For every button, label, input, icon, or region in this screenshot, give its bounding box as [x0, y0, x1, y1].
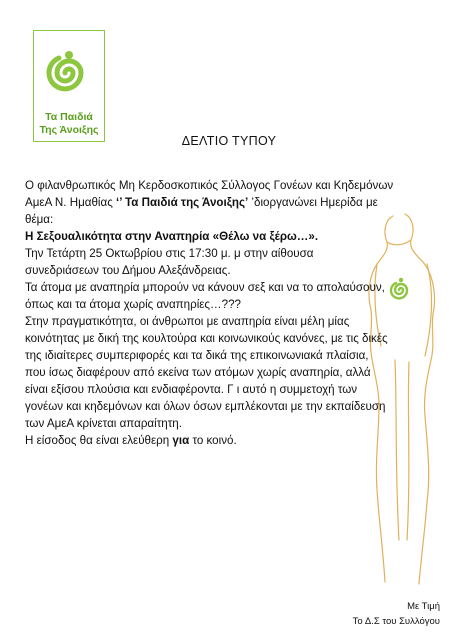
- event-venue: συνεδριάσεων του Δήμου Αλεξάνδρειας.: [25, 264, 231, 277]
- logo-text-line2: Της Άνοιξης: [39, 124, 99, 136]
- signoff-line2: Το Δ.Σ του Συλλόγου: [352, 616, 440, 627]
- body-text-segment: το κοινό.: [189, 434, 237, 447]
- body-line: γονέων και κηδεμόνων και όλων όσων εμπλέκονται με την εκπαίδευση: [25, 400, 386, 413]
- signoff-line1: Με Τιμή: [407, 601, 440, 612]
- spiral-icon: [46, 41, 92, 103]
- body-text-segment: ΑμεΑ Ν. Ημαθίας: [25, 196, 117, 209]
- organization-name: ‘’ Τα Παιδιά της Άνοιξης’: [116, 196, 249, 209]
- body-line: θέμα:: [25, 213, 54, 226]
- body-line: Στην πραγματικότητα, οι άνθρωποι με αναπηρία είναι μέλη μίας: [25, 315, 350, 328]
- body-line: Τα άτομα με αναπηρία μπορούν να κάνουν σεξ και να το απολαύσουν,: [25, 281, 385, 294]
- organization-logo: [33, 30, 105, 142]
- body-line: είναι εξίσου πλούσια και ενδιαφέροντα. Γ ι αυτό η συμμετοχή των: [25, 383, 358, 396]
- press-release-body: [25, 177, 440, 449]
- document-title: ΔΕΛΤΙΟ ΤΥΠΟΥ: [181, 134, 277, 148]
- body-text-segment: Η είσοδος θα είναι ελεύθερη: [25, 434, 173, 447]
- body-text-bold: για: [172, 434, 190, 447]
- logo-text-line1: Τα Παιδιά: [45, 111, 93, 123]
- body-line: των ΑμεΑ κρίνεται απαραίτητη.: [25, 417, 182, 430]
- body-text-segment: ’διοργανώνει Ημερίδα με: [248, 196, 378, 209]
- body-line: [25, 194, 440, 211]
- admission-note: [25, 432, 440, 449]
- body-line: Ο φιλανθρωπικός Μη Κερδοσκοπικός Σύλλογος Γονέων και Κηδεμόνων: [25, 179, 394, 192]
- body-line: όπως και τα άτομα χωρίς αναπηρίες…???: [25, 298, 241, 311]
- body-line: που ίσως διαφέρουν από εκείνα των ατόμων χωρίς αναπηρία, αλλά: [25, 366, 371, 379]
- body-line: της ιδιαίτερες συμπεριφορές και τα δικά της επικοινωνιακά πλαίσια,: [25, 349, 369, 362]
- body-line: κοινότητας με δική της κουλτούρα και κοινωνικούς κανόνες, με τις δικές: [25, 332, 388, 345]
- event-topic: Η Σεξουαλικότητα στην Αναπηρία «Θέλω να ξέρω…».: [25, 230, 319, 243]
- event-datetime: Την Τετάρτη 25 Οκτωβρίου στις 17:30 μ. μ στην αίθουσα: [25, 247, 314, 260]
